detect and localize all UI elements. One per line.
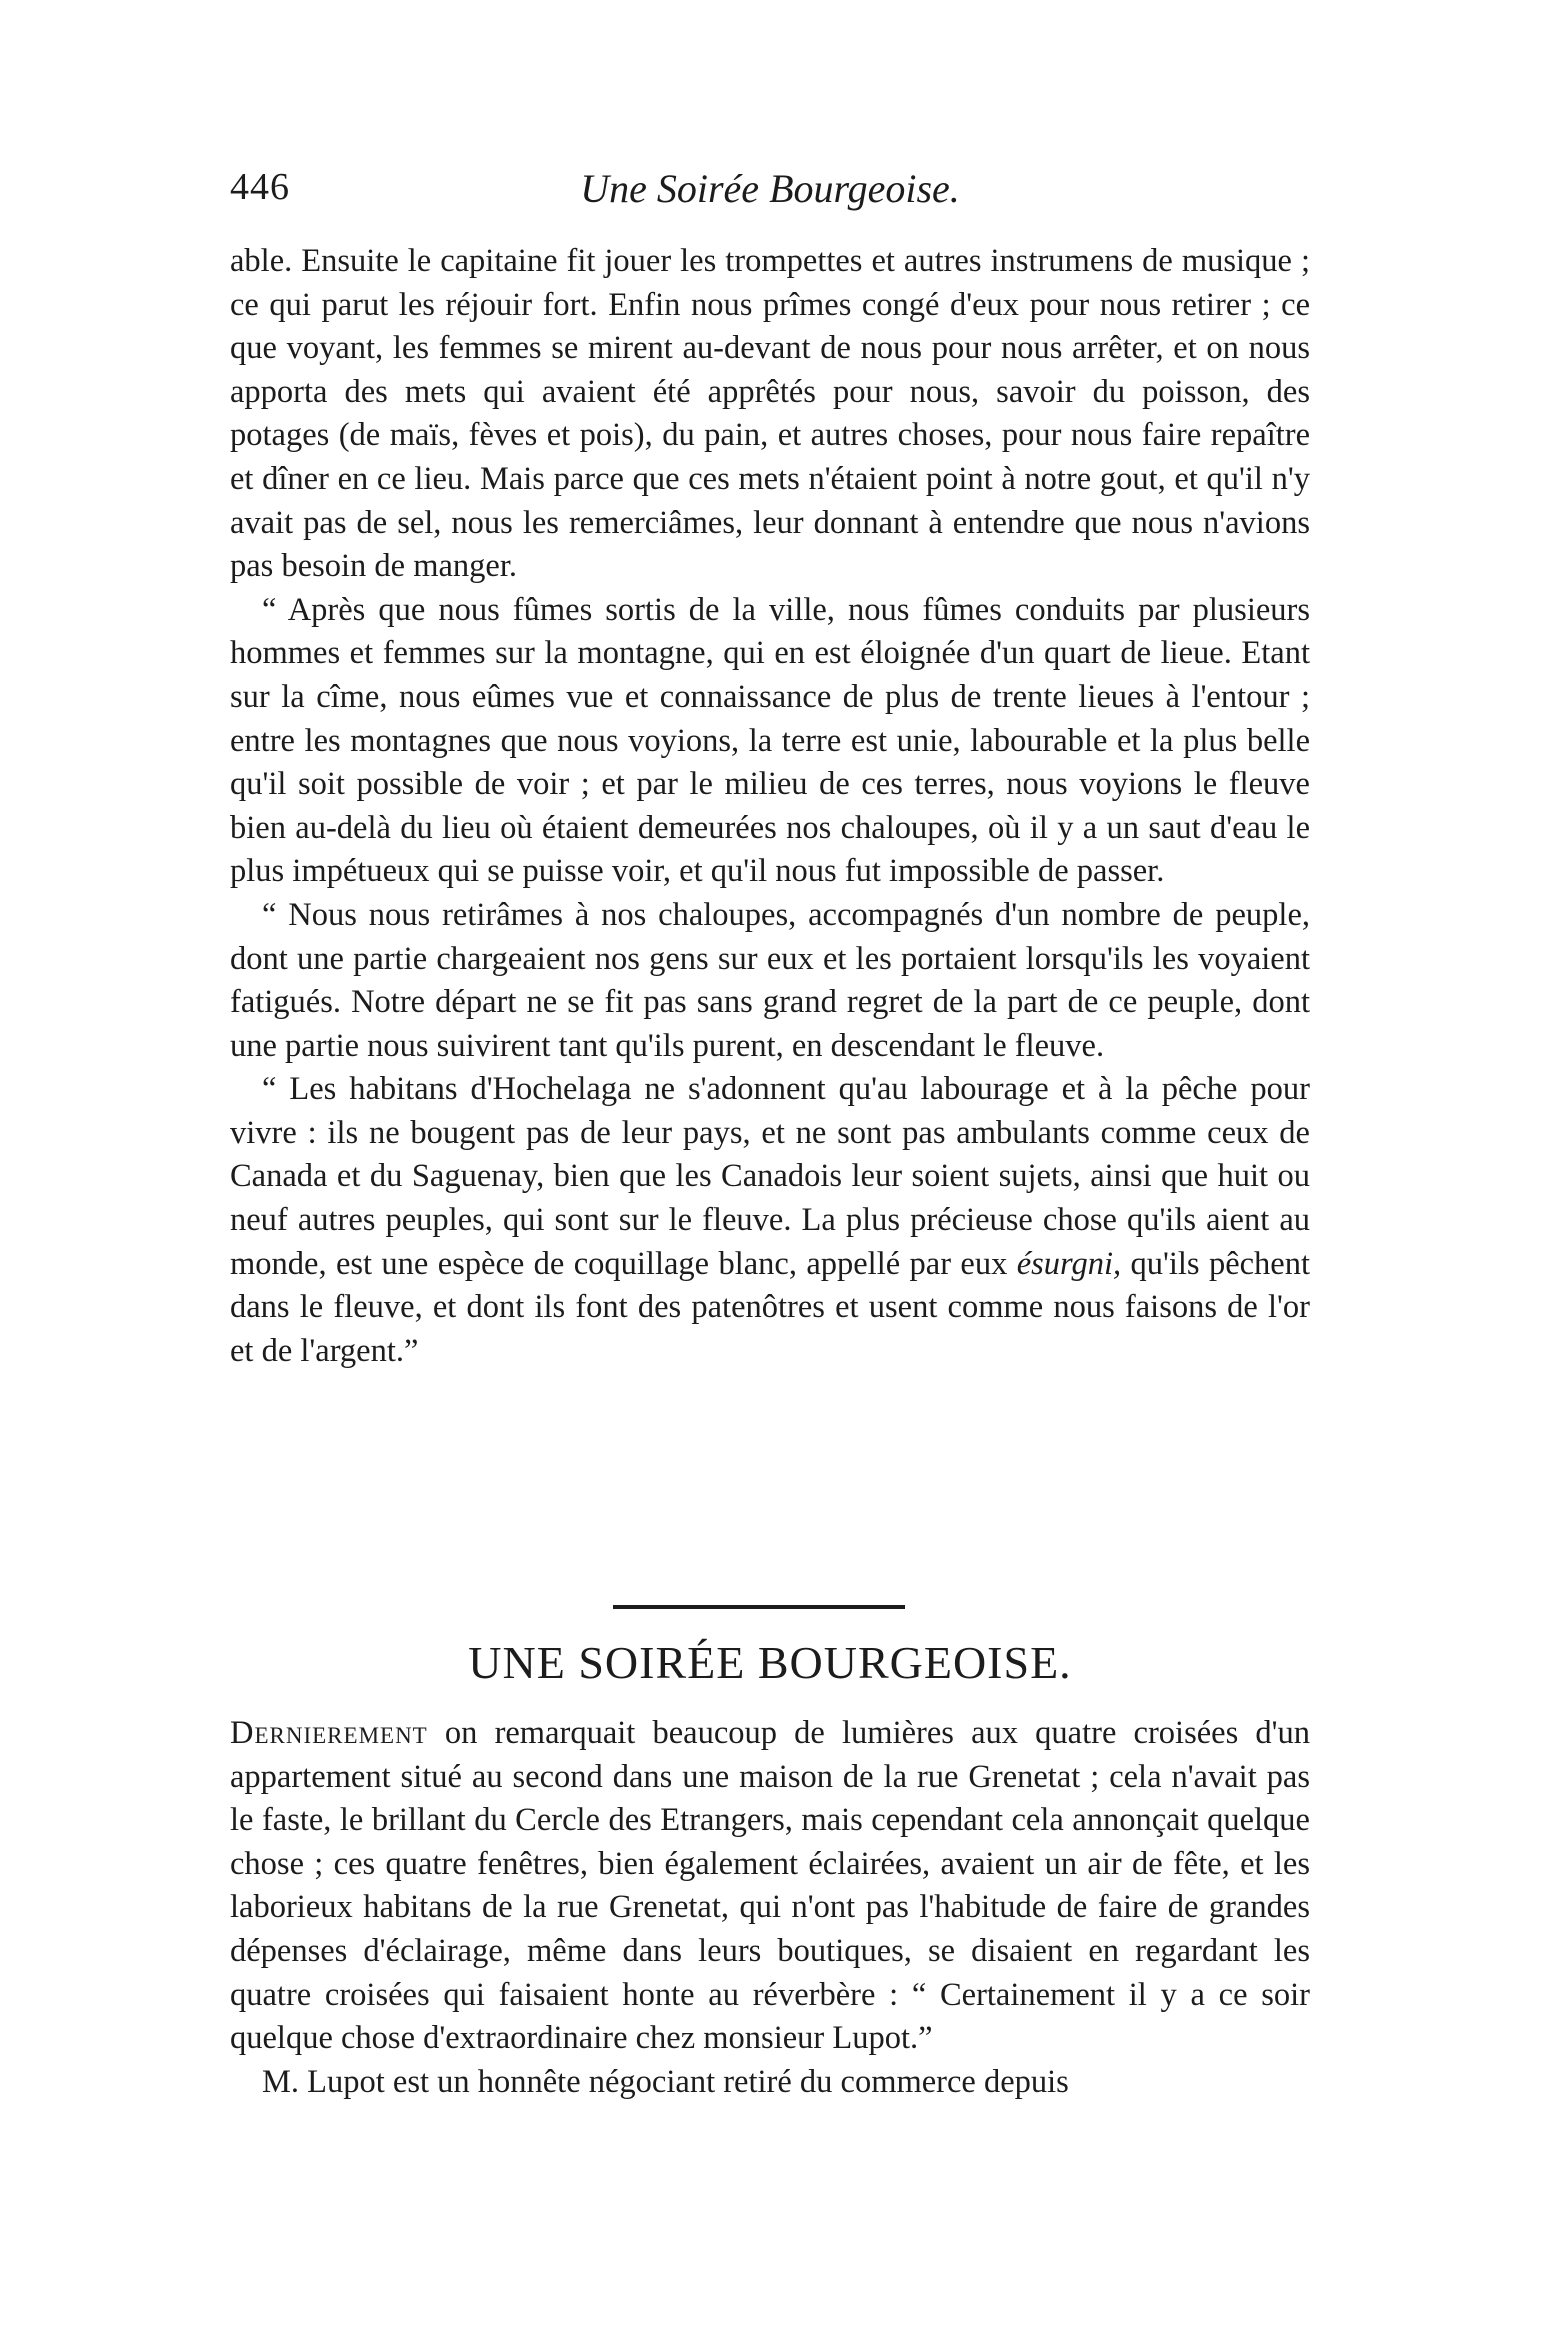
lead-word: Dernierement: [230, 1715, 428, 1751]
paragraph: “ Nous nous retirâmes à nos chaloupes, accompagnés d'un nombre de peuple, dont une partie chargeaient nos gens sur eux et les portaient lorsqu'ils les voyaient fatigués. Notre départ ne se fit pas sans grand regret de la part de ce peuple, dont une partie nous suivirent tant qu'ils purent, en descendant le fleuve.: [230, 896, 1310, 1064]
section-divider: [613, 1605, 905, 1609]
narrative-text: [230, 240, 1310, 1373]
section-text: [230, 1712, 1310, 2104]
italic-word: ésurgni,: [1016, 1245, 1122, 1282]
paragraph: “ Après que nous fûmes sortis de la ville, nous fûmes conduits par plusieurs hommes et femmes sur la montagne, qui en est éloignée d'un quart de lieue. Etant sur la cîme, nous eûmes vue et connaissance de plus de trente lieues à l'entour ; entre les montagnes que nous voyions, la terre est unie, labourable et la plus belle qu'il soit possible de voir ; et par le milieu de ces terres, nous voyions le fleuve bien au-delà du lieu où étaient demeurées nos chaloupes, où il y a un saut d'eau le plus impétueux qui se puisse voir, et qu'il nous fut impossible de passer.: [230, 591, 1310, 890]
paragraph-text: qu'ils pêchent dans le fleuve, et dont ils font des patenôtres et usent comme nous faisons de l'or et de l'argent.”: [230, 1245, 1310, 1369]
paragraph: [230, 1068, 1310, 1373]
paragraph: [230, 1712, 1310, 2061]
paragraph-text: on remarquait beaucoup de lumières aux quatre croisées d'un appartement situé au second dans une maison de la rue Grenetat ; cela n'avait pas le faste, le brillant du Cercle des Etrangers, mais cependant cela annonçait quelque chose ; ces quatre fenêtres, bien également éclairées, avaient un air de fête, et les laborieux habitans de la rue Grenetat, qui n'ont pas l'habitude de faire de grandes dépenses d'éclairage, même dans leurs boutiques, se disaient en regardant les quatre croisées qui faisaient honte au réverbère : “ Certainement il y a ce soir quelque chose d'extraordinaire chez monsieur Lupot.”: [230, 1715, 1310, 2057]
page-number: 446: [230, 166, 290, 208]
section-heading: UNE SOIRÉE BOURGEOISE.: [468, 1637, 1072, 1688]
paragraph-text: “ Les habitans d'Hochelaga ne s'adonnent qu'au labourage et à la pêche pour vivre : ils ne bougent pas de leur pays, et ne sont pas ambulants comme ceux de Canada et du Saguenay, bien que les Canadois leur soient sujets, ainsi que huit ou neuf autres peuples, qui sont sur le fleuve. La plus précieuse chose qu'ils aient au monde, est une espèce de coquillage blanc, appellé par eux: [230, 1071, 1310, 1282]
running-head: [230, 165, 1310, 225]
running-title: Une Soirée Bourgeoise.: [580, 166, 960, 211]
paragraph: M. Lupot est un honnête négociant retiré du commerce depuis: [262, 2063, 1069, 2100]
paragraph-continued: able. Ensuite le capitaine fit jouer les trompettes et autres instrumens de musique ; ce qui parut les réjouir fort. Enfin nous prîmes congé d'eux pour nous retirer ; ce que voyant, les femmes se mirent au-devant de nous pour nous arrêter, et on nous apporta des mets qui avaient été apprêtés pour nous, savoir du poisson, des potages (de maïs, fèves et pois), du pain, et autres choses, pour nous faire repaître et dîner en ce lieu. Mais parce que ces mets n'étaient point à notre gout, et qu'il n'y avait pas de sel, nous les remerciâmes, leur donnant à entendre que nous n'avions pas besoin de manger.: [230, 243, 1310, 585]
